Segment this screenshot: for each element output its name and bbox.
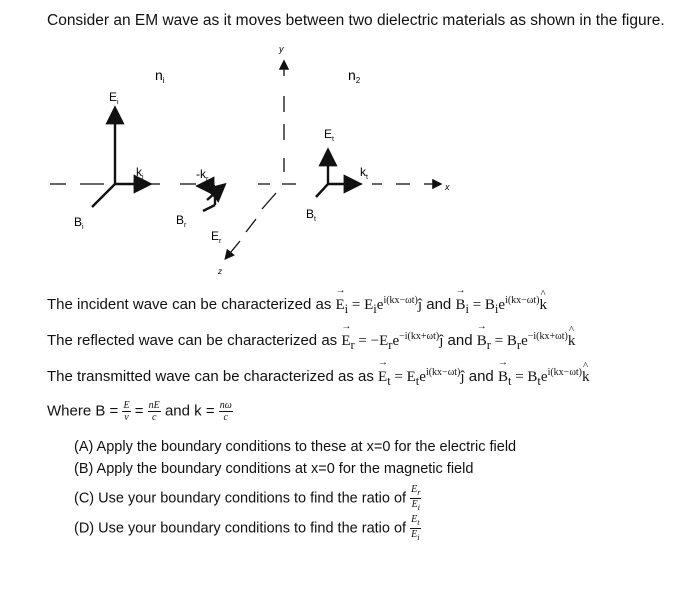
reflected-wave-line: The reflected wave can be characterized as → $E_r$ = $-E_re^{-i(kx+\omega t)}ĵ$ and → $B_r$ = $B_re^{-i(kx+\omega t)}\^{}$ k bbox=[47, 331, 575, 353]
n1-label: $n_i$ bbox=[155, 67, 165, 85]
question-c: (C) Use your boundary conditions to find the ratio of $\frac{E_r}{E_i}$ bbox=[74, 484, 421, 512]
question-b: (B) Apply the boundary conditions at x=0 for the magnetic field bbox=[74, 461, 474, 477]
fraction-E-over-v: $\frac{E}{v}$ bbox=[123, 400, 130, 423]
Bt-label: $B_t$ bbox=[306, 207, 316, 223]
z-axis bbox=[226, 193, 276, 258]
question-d: (D) Use your boundary conditions to find the ratio of $\frac{E_t}{E_i}$ bbox=[74, 514, 420, 542]
ki-label: $k_i$ bbox=[136, 165, 144, 181]
reflected-vectors bbox=[200, 186, 223, 211]
where-line: Where B = $\frac{E}{v}$ = $\frac{nE}{c}$ and k = $\frac{n\omega}{c}$ bbox=[47, 400, 232, 423]
question-a: (A) Apply the boundary conditions to these at x=0 for the electric field bbox=[74, 439, 517, 455]
Er-label: $E_r$ bbox=[211, 229, 222, 245]
Bi-label: $B_i$ bbox=[74, 215, 84, 231]
fraction-nw-over-c: $\frac{n\omega}{c}$ bbox=[219, 400, 232, 423]
transmitted-vectors bbox=[316, 152, 358, 197]
y-axis-label: y bbox=[279, 44, 284, 54]
z-axis-label: z bbox=[218, 267, 222, 276]
ratio-Er-Ei: $\frac{E_r}{E_i}$ bbox=[411, 484, 421, 512]
Et-label: $E_t$ bbox=[324, 127, 334, 143]
kt-label: $k_t$ bbox=[360, 165, 368, 181]
transmitted-wave-line: The transmitted wave can be characterized as as → $E_t$ = $E_te^{i(kx-\omega t)}ĵ$ and → $B_t$ = $B_te^{i(kx-\omega t)}\^{}$ k bbox=[47, 367, 590, 389]
Ei-label: $E_i$ bbox=[109, 90, 119, 106]
ratio-Et-Ei: $\frac{E_t}{E_i}$ bbox=[411, 514, 420, 542]
incident-vectors bbox=[92, 110, 148, 207]
n2-label: $n_2$ bbox=[348, 67, 361, 85]
incident-wave-line: The incident wave can be characterized as → $E_i$ = $E_ie^{i(kx-\omega t)}ĵ$ and → $B_i$ = $B_ie^{i(kx-\omega t)}\^{}$ k bbox=[47, 295, 547, 317]
x-axis-label: x bbox=[445, 182, 450, 192]
wave-diagram bbox=[0, 0, 700, 290]
Br-label: $B_r$ bbox=[176, 213, 187, 229]
kr-label: $-k_r$ bbox=[196, 167, 209, 183]
problem-intro: Consider an EM wave as it moves between two dielectric materials as shown in the figure. bbox=[47, 12, 665, 29]
fraction-nE-over-c: $\frac{nE}{c}$ bbox=[148, 400, 160, 423]
